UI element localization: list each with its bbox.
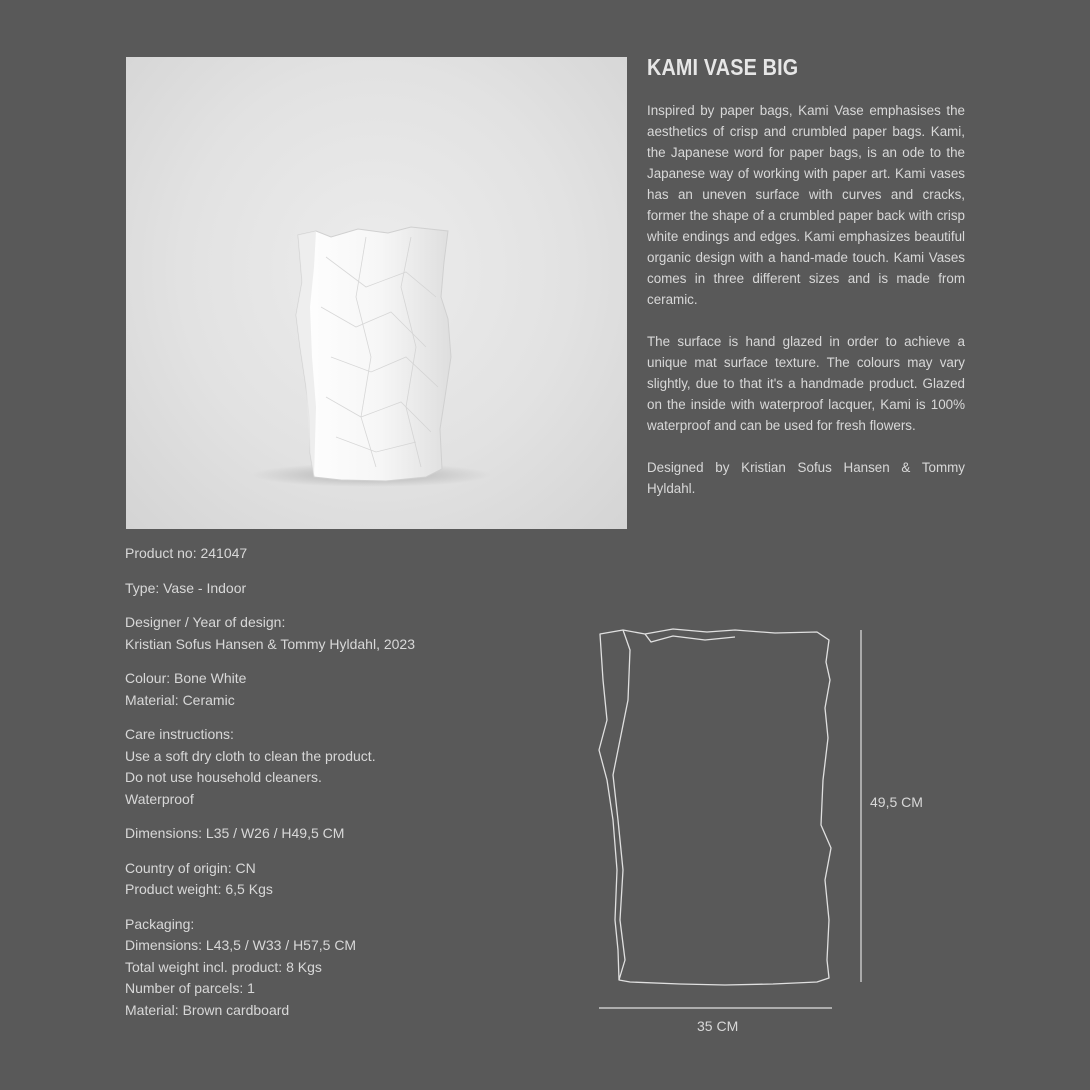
vase-rim-line [645,634,735,642]
product-specs [125,543,545,1034]
spec-origin-weight [125,858,545,901]
spec-product-no [125,543,545,565]
spec-dimensions [125,823,545,845]
vase-photo-illustration [126,57,627,529]
description-paragraph: The surface is hand glazed in order to achieve a unique mat surface texture. The colours may vary slightly, due to that it's a handmade product. Glazed on the inside with waterproof lacquer, Kami is 100% waterproof and can be used for fresh flowers. [647,334,965,433]
spec-line: Packaging: [125,915,195,932]
description-paragraph: Inspired by paper bags, Kami Vase emphasises the aesthetics of crisp and crumbled paper bags. Kami, the Japanese word for paper bags, is an ode to the Japanese way of working with paper art. Kami vases has an uneven surface with curves and cracks, former the shape of a crumbled paper back with crisp white endings and edges. Kami emphasizes beautiful organic design with a hand-made touch. Kami Vases comes in three different sizes and is made from ceramic. [647,103,965,307]
spec-line: Total weight incl. product: 8 Kgs [125,958,322,975]
spec-line: Waterproof [125,790,194,807]
vase-line-drawing [585,620,875,1020]
spec-line: Material: Brown cardboard [125,1001,290,1018]
spec-care [125,724,545,810]
designer-credit: Designed by Kristian Sofus Hansen & Tommy Hyldahl. [647,460,965,496]
spec-line: Do not use household cleaners. [125,769,322,785]
spec-line: Type: Vase - Indoor [125,579,247,596]
spec-line: Product no: 241047 [125,545,248,561]
vase-outline [599,629,831,985]
spec-line: Number of parcels: 1 [125,980,255,996]
width-dimension-label: 35 CM [697,1018,739,1034]
height-dimension-label: 49,5 CM [870,794,923,810]
spec-line: Dimensions: L43,5 / W33 / H57,5 CM [125,937,357,953]
spec-line: Use a soft dry cloth to clean the product. [125,747,376,764]
product-description [647,100,965,520]
product-photo [126,57,627,529]
spec-packaging [125,914,545,1022]
spec-line: Colour: Bone White [125,670,247,686]
spec-colour-material [125,668,545,711]
spec-line: Product weight: 6,5 Kgs [125,881,273,897]
spec-line: Country of origin: CN [125,859,256,876]
spec-type [125,578,545,600]
spec-line: Kristian Sofus Hansen & Tommy Hyldahl, 2023 [125,635,415,652]
product-title: KAMI VASE BIG [647,54,799,80]
spec-designer [125,612,545,655]
spec-line: Care instructions: [125,726,234,742]
spec-line: Material: Ceramic [125,691,235,708]
spec-line: Dimensions: L35 / W26 / H49,5 CM [125,825,345,841]
spec-line: Designer / Year of design: [125,614,286,630]
